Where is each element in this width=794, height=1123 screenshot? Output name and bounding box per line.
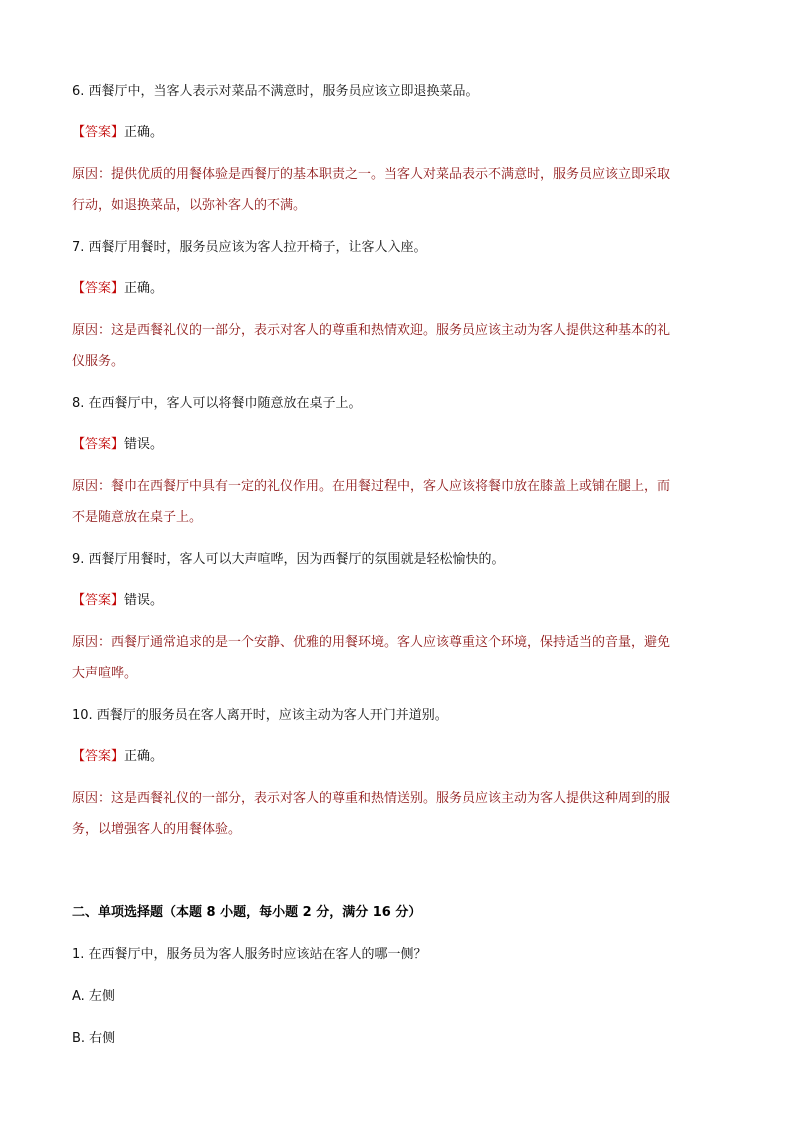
section-heading: 二、单项选择题（本题 8 小题，每小题 2 分，满分 16 分） bbox=[72, 905, 422, 920]
answer-label: 【答案】 bbox=[72, 125, 125, 140]
answer-value: 错误。 bbox=[124, 593, 164, 608]
answer-label: 【答案】 bbox=[72, 281, 125, 296]
reason-10-line-1: 原因：这是西餐礼仪的一部分，表示对客人的尊重和热情送别。服务员应该主动为客人提供这种周到的服 bbox=[72, 791, 671, 806]
question-10: 10. 西餐厅的服务员在客人离开时，应该主动为客人开门并道别。 bbox=[72, 708, 448, 723]
answer-10 bbox=[72, 741, 732, 772]
answer-8 bbox=[72, 429, 732, 460]
reason-10-line-2: 务，以增强客人的用餐体验。 bbox=[72, 822, 242, 837]
answer-value: 错误。 bbox=[124, 437, 164, 452]
answer-6 bbox=[72, 117, 732, 148]
answer-value: 正确。 bbox=[124, 281, 164, 296]
reason-9-line-1: 原因：西餐厅通常追求的是一个安静、优雅的用餐环境。客人应该尊重这个环境，保持适当的音量，避免 bbox=[72, 635, 671, 650]
answer-label: 【答案】 bbox=[72, 749, 125, 764]
question-6: 6. 西餐厅中，当客人表示对菜品不满意时，服务员应该立即退换菜品。 bbox=[72, 84, 479, 99]
reason-9-line-2: 大声喧哗。 bbox=[72, 666, 138, 681]
answer-7 bbox=[72, 273, 732, 304]
mc-option-b: B. 右侧 bbox=[72, 1031, 116, 1046]
reason-6-line-1: 原因：提供优质的用餐体验是西餐厅的基本职责之一。当客人对菜品表示不满意时，服务员应该立即采取 bbox=[72, 167, 671, 182]
mc-question-1: 1. 在西餐厅中，服务员为客人服务时应该站在客人的哪一侧？ bbox=[72, 947, 427, 962]
answer-value: 正确。 bbox=[124, 749, 164, 764]
reason-8-line-2: 不是随意放在桌子上。 bbox=[72, 510, 203, 525]
reason-7-line-2: 仪服务。 bbox=[72, 354, 125, 369]
question-9: 9. 西餐厅用餐时，客人可以大声喧哗，因为西餐厅的氛围就是轻松愉快的。 bbox=[72, 552, 505, 567]
reason-8-line-1: 原因：餐巾在西餐厅中具有一定的礼仪作用。在用餐过程中，客人应该将餐巾放在膝盖上或铺在腿上，而 bbox=[72, 479, 671, 494]
answer-value: 正确。 bbox=[124, 125, 164, 140]
answer-label: 【答案】 bbox=[72, 593, 125, 608]
answer-9 bbox=[72, 585, 732, 616]
answer-label: 【答案】 bbox=[72, 437, 125, 452]
question-7: 7. 西餐厅用餐时，服务员应该为客人拉开椅子，让客人入座。 bbox=[72, 240, 427, 255]
mc-option-a: A. 左侧 bbox=[72, 989, 115, 1004]
question-8: 8. 在西餐厅中，客人可以将餐巾随意放在桌子上。 bbox=[72, 396, 362, 411]
reason-7-line-1: 原因：这是西餐礼仪的一部分，表示对客人的尊重和热情欢迎。服务员应该主动为客人提供这种基本的礼 bbox=[72, 323, 671, 338]
reason-6-line-2: 行动，如退换菜品，以弥补客人的不满。 bbox=[72, 198, 307, 213]
